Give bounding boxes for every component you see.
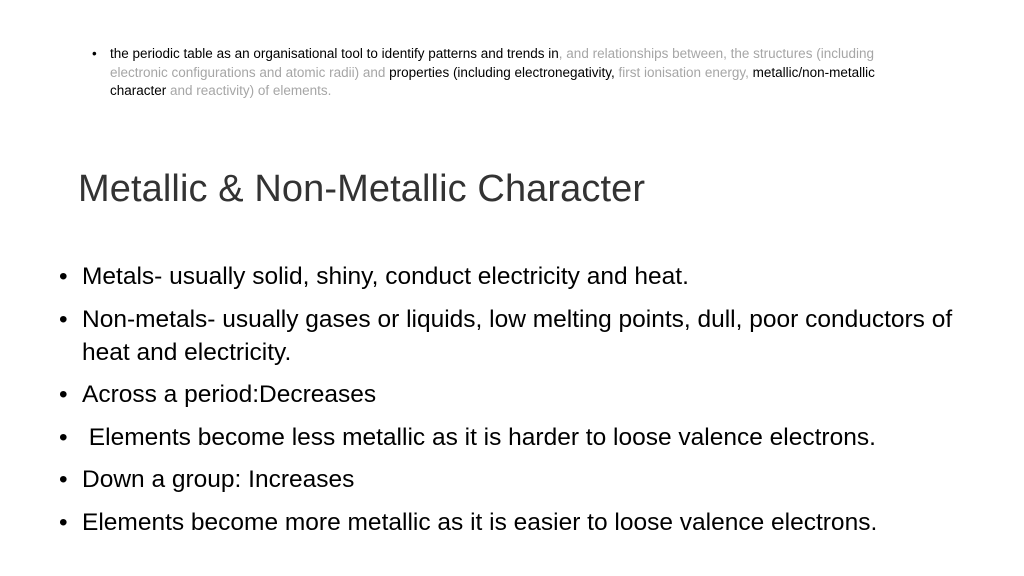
bullet-text: Elements become less metallic as it is harder to loose valence electrons. xyxy=(82,423,876,451)
bullet-marker: • xyxy=(59,305,68,333)
list-item xyxy=(59,463,989,496)
bullet-text: Down a group: Increases xyxy=(82,466,355,493)
objective-segment-5: metallic/non-metallic character xyxy=(110,64,875,98)
slide-title: Metallic & Non-Metallic Character xyxy=(78,168,646,210)
bullet-text: Elements become more metallic as it is easier to loose valence electrons. xyxy=(82,508,878,536)
objective-segment-6: and reactivity) of elements. xyxy=(166,83,332,98)
bullet-list xyxy=(59,260,989,548)
list-item xyxy=(59,303,989,369)
bullet-text: Non-metals- usually gases or liquids, low melting points, dull, poor conductors of heat and electricity. xyxy=(82,305,953,366)
objective-bullet xyxy=(92,45,892,101)
list-item xyxy=(59,506,989,539)
objective-text xyxy=(110,45,892,101)
bullet-marker: • xyxy=(92,46,97,61)
bullet-marker: • xyxy=(59,263,68,290)
list-item xyxy=(59,260,989,293)
list-item xyxy=(59,421,989,454)
bullet-marker: • xyxy=(59,508,68,536)
bullet-marker: • xyxy=(59,466,68,493)
objective-segment-2: , and relationships between, the structures (including electronic configurations and atomic radii) and xyxy=(110,46,874,80)
bullet-text: Across a period:Decreases xyxy=(82,381,377,408)
bullet-marker: • xyxy=(59,381,68,408)
objective-segment-3: properties (including electronegativity, xyxy=(389,64,619,80)
list-item xyxy=(59,378,989,411)
bullet-marker: • xyxy=(59,423,68,451)
objective-segment-1: the periodic table as an organisational tool to identify patterns and trends in xyxy=(110,46,559,61)
objective-segment-4: first ionisation energy, xyxy=(618,64,753,80)
bullet-text: Metals- usually solid, shiny, conduct electricity and heat. xyxy=(82,263,689,290)
